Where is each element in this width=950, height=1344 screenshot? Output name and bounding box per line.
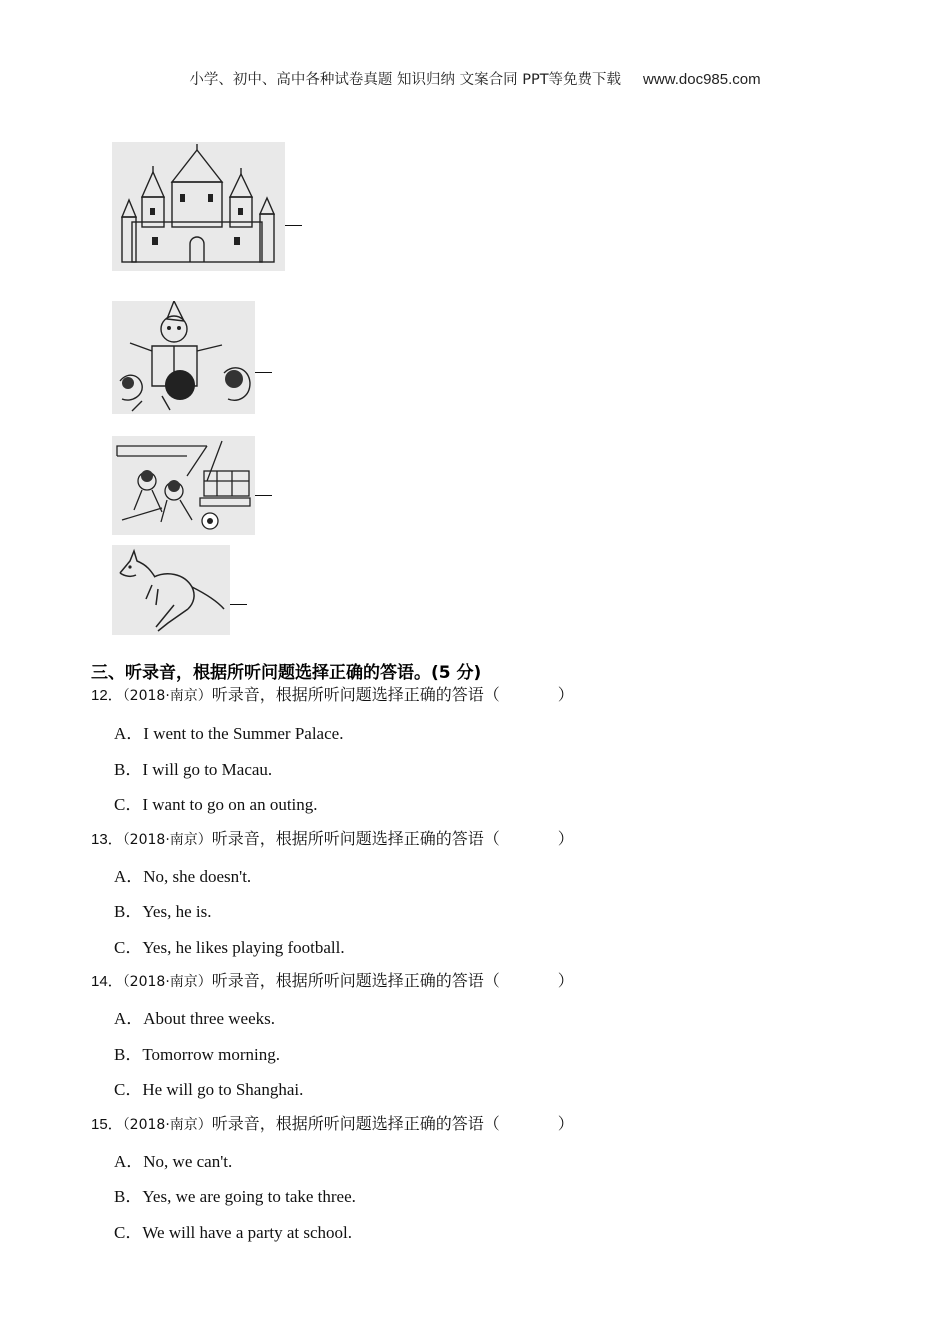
option-12-a[interactable]: A．I went to the Summer Palace. (114, 724, 344, 743)
page-header (0, 68, 950, 89)
option-14-c[interactable]: C．He will go to Shanghai. (114, 1080, 304, 1099)
question-close: ） (557, 685, 574, 704)
answer-blank-1[interactable] (285, 225, 302, 226)
question-source: （2018·南京） (122, 832, 212, 848)
question-stem: 听录音，根据所听问题选择正确的答语（ (211, 829, 500, 848)
question-source: （2018·南京） (122, 688, 212, 704)
question-close: ） (557, 1114, 574, 1133)
option-13-a[interactable]: A．No, she doesn't. (114, 867, 252, 886)
clown-party-picture (112, 301, 255, 414)
castle-drawing (112, 142, 285, 271)
answer-blank-3[interactable] (255, 495, 272, 496)
question-stem: 听录音，根据所听问题选择正确的答语（ (211, 1114, 500, 1133)
question-13 (91, 826, 574, 849)
option-13-b[interactable]: B．Yes, he is. (114, 902, 212, 921)
question-14 (91, 968, 574, 991)
question-close: ） (557, 829, 574, 848)
option-15-b[interactable]: B．Yes, we are going to take three. (114, 1187, 356, 1206)
question-number: 12． (91, 687, 123, 704)
option-15-c[interactable]: C．We will have a party at school. (114, 1223, 352, 1242)
option-13-c[interactable]: C．Yes, he likes playing football. (114, 938, 345, 957)
question-close: ） (557, 971, 574, 990)
kids-football-drawing (112, 436, 255, 535)
option-15-a[interactable]: A．No, we can't. (114, 1152, 233, 1171)
question-number: 14． (91, 973, 123, 990)
kangaroo-picture (112, 545, 230, 635)
answer-blank-4[interactable] (230, 604, 247, 605)
option-12-b[interactable]: B．I will go to Macau. (114, 760, 273, 779)
question-15 (91, 1111, 574, 1134)
header-text: 小学、初中、高中各种试卷真题 知识归纳 文案合同 PPT等免费下载 (189, 72, 622, 88)
question-stem: 听录音，根据所听问题选择正确的答语（ (211, 971, 500, 990)
kangaroo-drawing (112, 545, 230, 635)
option-14-a[interactable]: A．About three weeks. (114, 1009, 275, 1028)
option-14-b[interactable]: B．Tomorrow morning. (114, 1045, 280, 1064)
question-number: 15． (91, 1116, 123, 1133)
option-12-c[interactable]: C．I want to go on an outing. (114, 795, 318, 814)
kids-football-picture (112, 436, 255, 535)
question-source: （2018·南京） (122, 1117, 212, 1133)
answer-blank-2[interactable] (255, 372, 272, 373)
question-source: （2018·南京） (122, 974, 212, 990)
castle-picture (112, 142, 285, 271)
header-url[interactable]: www.doc985.com (643, 71, 761, 88)
question-12 (91, 682, 574, 705)
question-stem: 听录音，根据所听问题选择正确的答语（ (211, 685, 500, 704)
section-title: 三、听录音，根据所听问题选择正确的答语。(5 分) (91, 663, 482, 683)
question-number: 13． (91, 831, 123, 848)
clown-party-drawing (112, 301, 255, 414)
